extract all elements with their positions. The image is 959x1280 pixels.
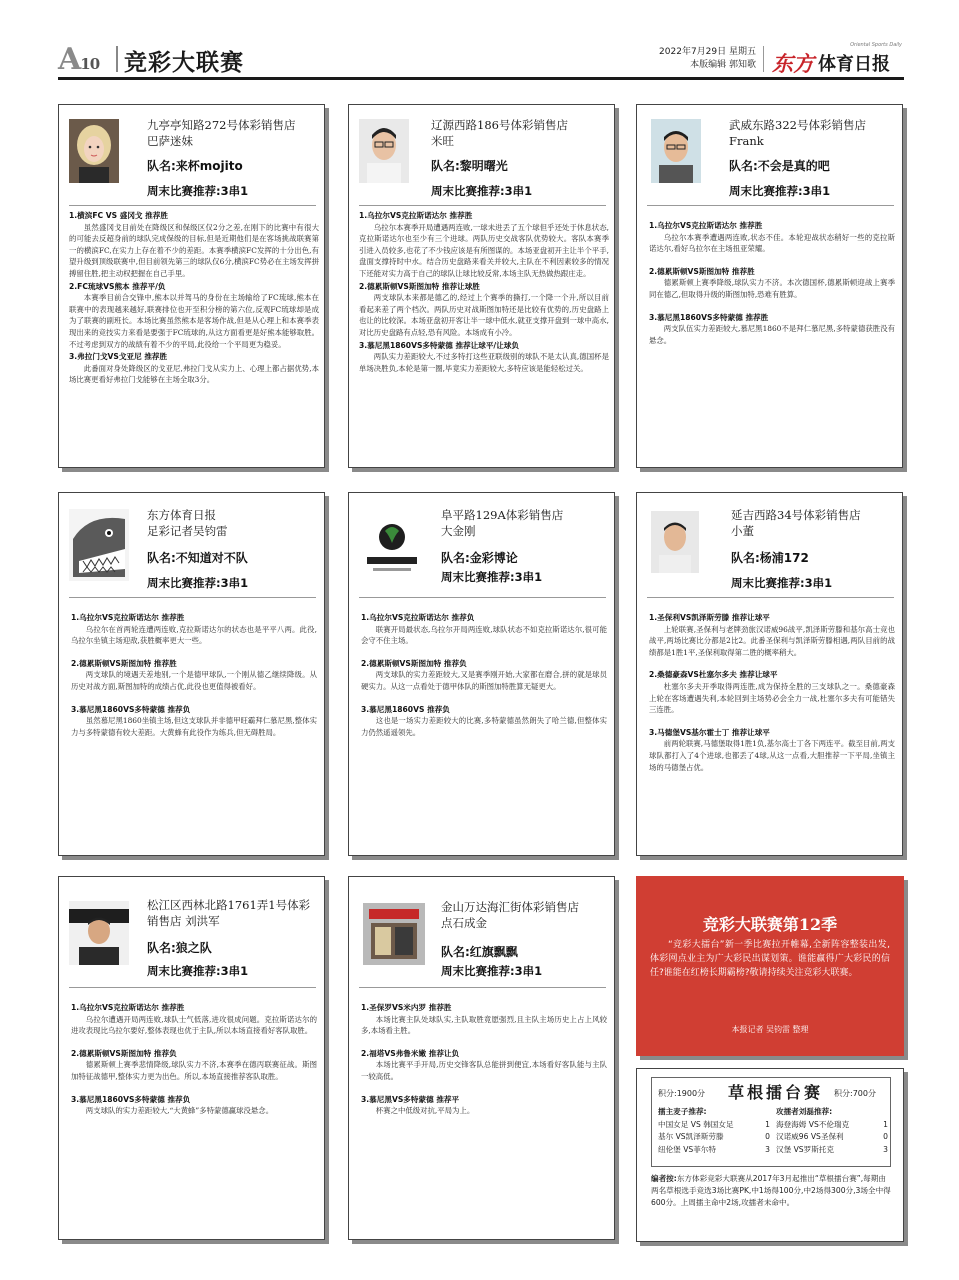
match-pick-2: 2.德累斯顿VS斯图加特 推荐胜	[649, 266, 755, 276]
board-title: 草根擂台赛	[728, 1083, 824, 1102]
match-pick-2: 2.德累斯顿VS斯图加特 推荐胜	[71, 658, 177, 668]
match-pick-3: 3.慕尼黑1860VS多特蒙德 推荐让球平/让球负	[359, 340, 519, 350]
team-name: 队名:狼之队	[147, 941, 212, 955]
match-pick-1: 1.圣保罗VS米内罗 推荐胜	[361, 1003, 452, 1012]
match-analysis-1: 上轮联赛,圣保利与老牌劲旅汉诺威96战平,凯泽斯劳滕和基尔高士竞也战平,两场比赛比分都是2比2。此番圣保利与凯泽斯劳滕相遇,两队目前的战绩都是1胜1平,圣保利取得第二胜的概率稍大。	[649, 624, 895, 657]
card-divider	[647, 597, 894, 598]
analysis-text	[361, 611, 607, 738]
woman-avatar	[69, 119, 119, 183]
weekend-recommendation: 周末比赛推荐:3串1	[147, 964, 249, 978]
weekend-recommendation: 周末比赛推荐:3串1	[441, 570, 543, 584]
recommendation-card-7	[58, 876, 325, 1240]
team-name: 队名:不会是真的吧	[729, 159, 830, 173]
shop-name: 金山万达海汇街体彩销售店 点石成金	[441, 899, 609, 931]
match-analysis-2: 本场比赛平手开局,历史交锋客队总能拼到便宜,本场看好客队能与主队一较高低。	[361, 1060, 607, 1081]
team-name: 队名:金彩博论	[441, 551, 518, 565]
weekend-recommendation: 周末比赛推荐:3串1	[441, 964, 543, 978]
match-analysis-1: 本场比赛主队处球队实,主队取胜竟愿强烈,且主队主场历史上占上风较多,本场看主胜。	[361, 1014, 607, 1036]
match-pick-3: 3.慕尼黑1860VS多特蒙德 推荐负	[71, 704, 191, 714]
editor-credit: 本版编辑 郭知歌	[690, 60, 756, 70]
card-divider	[69, 987, 316, 988]
champion-score: 积分:1900分	[658, 1089, 706, 1098]
champion-pick-row: 纽伦堡 VS菲尔特 3	[658, 1144, 770, 1154]
match-analysis-3: 此番面对身处降级区的戈亚尼,弗拉门戈从实力上、心理上都占据优势,本场比赛更看好弗拉门戈能够在主场全取3分。	[69, 363, 319, 385]
masthead-divider	[116, 46, 118, 72]
storefront-photo	[363, 903, 425, 965]
match-pick-1: 1.圣保利VS凯泽斯劳滕 推荐让球平	[649, 613, 770, 622]
match-analysis-2: 两支球队的境遇天差地别,一个是德甲球队,一个刚从德乙继续降级。从历史对战方面,斯图加特的成绩占优,此役也更值得被看好。	[71, 670, 317, 691]
champion-pick-row: 中国女足 VS 韩国女足 1	[658, 1119, 770, 1129]
champion-pick-row: 基尔 VS凯泽斯劳滕 0	[658, 1132, 770, 1141]
match-pick-1: 1.乌拉尔VS克拉斯诺达尔 推荐胜	[649, 221, 763, 230]
issue-date: 2022年7月29日 星期五	[659, 47, 756, 57]
recommendation-card-4	[58, 492, 325, 856]
match-analysis-1: 乌拉尔本赛季开局遭遇两连败,一球未进丢了五个球但乎还处于休息状态,克拉斯诺达尔也至少有三个进球。两队历史交战客队优势较大。客队本赛季引进入员较多,也花了不少钱应该是有所图谋的。本场亚盘初开主让半个平手,盘面支撑持时中水。结合历史盘路来看关并较大,主队在不利因素较多的情况下还能对实力高于自己的球队让球比较反常,本场主队无热做热跟庄走。	[359, 222, 609, 278]
match-pick-2: 2.德累斯顿VS斯图加特 推荐负	[71, 1048, 177, 1058]
owner-name: Frank	[729, 134, 764, 148]
match-analysis-2: 两支球队的实力差距较大,又是赛季刚开始,大家都在磨合,拼的就是球员硬实力。从这一点看处于德甲体队的斯图加特胜算无疑更大。	[361, 670, 607, 691]
match-pick-1: 1.乌拉尔VS克拉斯诺达尔 推荐胜	[71, 1003, 185, 1012]
match-pick-3: 3.慕尼黑1860VS 推荐负	[361, 704, 450, 714]
match-analysis-2: 杜塞尔多夫开季取得两连胜,成为保持全胜的三支球队之一。桑德豪森上轮在客场遭遇失利,本轮回到主场势必会全力一战,杜塞尔多夫有可能错失三连胜。	[649, 681, 895, 715]
man-avatar	[651, 119, 701, 183]
champion-heading: 擂主麦子推荐:	[658, 1107, 707, 1116]
weekend-recommendation: 周末比赛推荐:3串1	[729, 184, 831, 198]
match-pick-2: 2.德累斯顿VS斯图加特 推荐让球胜	[359, 281, 480, 291]
challenger-pick-row: 海登海姆 VS不伦瑞克 1	[776, 1119, 888, 1129]
match-analysis-1: 乌拉尔本赛季遭遇两连败,状态不佳。本轮迎战状态稍好一些的克拉斯诺达尔,看好乌拉尔在主场扭亚荣耀。	[649, 232, 895, 254]
match-analysis-3: 杯赛之中低级对抗,平局为上。	[375, 1106, 475, 1116]
shop-name: 阜平路129A体彩销售店 大金刚	[441, 507, 607, 539]
weekend-recommendation: 周末比赛推荐:3串1	[431, 184, 533, 198]
recommendation-card-5	[348, 492, 615, 856]
match-pick-1: 1.横滨FC VS 盛冈戈 推荐胜	[69, 211, 168, 220]
grassroots-challenge-board	[636, 1068, 904, 1242]
card-divider	[359, 205, 606, 206]
recommendation-card-6	[636, 492, 903, 856]
masthead-divider-2	[763, 46, 764, 72]
analysis-text	[69, 209, 319, 386]
match-pick-3: 3.慕尼黑1860VS多特蒙德 推荐胜	[649, 312, 769, 322]
match-analysis-2: 两支球队本来都是德乙的,经过上个赛季的撕打,一个降一个升,所以目前看起来差了两个档次。两队历史对战斯图加特还是比较有优势的,历史盘路上也让的比较深。本场亚盘初开客让半一球中低水,就亚支撑开盘到一球中高水,对比历史盘路有点轻,恐有风险。本场成有小冷。	[359, 293, 609, 337]
boy-avatar	[651, 511, 699, 573]
analysis-text	[359, 209, 609, 374]
recommendation-card-3	[636, 104, 903, 468]
match-pick-1: 1.乌拉尔VS克拉斯诺达尔 推荐负	[361, 613, 475, 622]
newspaper-logo: Oriental Sports Daily 东方 体育日报	[772, 42, 902, 76]
match-pick-2: 2.德累斯顿VS斯图加特 推荐负	[361, 658, 467, 668]
match-pick-1: 1.乌拉尔VS克拉斯诺达尔 推荐胜	[359, 211, 473, 220]
card-divider	[69, 597, 316, 598]
match-analysis-1: 虽然盛冈戈目前处在降级区和保级区仅2分之差,在刚下的比赛中有很大的可能去反超身前的球队完成保级的目标,但是近期他们是在客场挑战联赛第一的横滨FC,在实力上存在着不少的差距。本赛季横滨FC发挥的十分出色,有望升级到顶级联赛中,但目前领先第三的球队仅6分,横滨FC势必在主场发挥拼搏留住胜,把主动权把握在自己手里。	[69, 222, 319, 278]
promo-body: “竞彩大擂台”新一季比赛拉开帷幕,全新阵容整装出发,体彩网点业主为广大彩民出谋划策。谁能赢得广大彩民的信任?谁能在红榜长期霸榜?敬请持续关注竞彩大联赛。	[650, 940, 890, 978]
weekend-recommendation: 周末比赛推荐:3串1	[147, 576, 249, 590]
recommendation-card-8	[348, 876, 615, 1240]
owner-name: 足彩记者吴钧雷	[147, 524, 228, 538]
team-name: 队名:杨浦172	[731, 551, 809, 565]
page-number: A10	[58, 42, 100, 77]
weekend-recommendation: 周末比赛推荐:3串1	[731, 576, 833, 590]
shop-name: 东方体育日报 足彩记者吴钧雷	[147, 507, 317, 539]
match-pick-3: 3.慕尼黑1860VS多特蒙德 推荐负	[71, 1094, 191, 1104]
owner-name: 点石成金	[441, 916, 487, 930]
challenge-table	[651, 1077, 891, 1167]
dateline	[659, 46, 756, 72]
team-name: 队名:红旗飘飘	[441, 945, 518, 959]
owner-name: 巴萨迷妹	[147, 134, 193, 148]
match-analysis-1: 乌拉尔在首两轮连遭两连败,克拉斯诺达尔的状态也是平平八两。此役,乌拉尔坐镇主场迎敌,获胜概率更大一些。	[71, 624, 317, 646]
shop-name: 九亭亭知路272号体彩销售店 巴萨迷妹	[147, 117, 317, 149]
match-analysis-1: 乌拉尔遭遇开局两连败,球队士气低落,进攻很成问题。克拉斯诺达尔的进攻表现比乌拉尔要好,整体表现也优于主队,所以本场直接看好客队取胜。	[71, 1014, 317, 1036]
match-analysis-1: 联赛开局最状态,乌拉尔开局两连败,球队状态不如克拉斯诺达尔,很可能会守不住主场。	[361, 624, 607, 646]
promo-title: 竞彩大联赛第12季	[702, 915, 838, 934]
owner-name: 米旺	[431, 134, 454, 148]
promo-credit: 本报记者 吴钧雷 整理	[731, 1025, 809, 1034]
challenger-score: 积分:700分	[834, 1089, 876, 1098]
section-title: 竞彩大联赛	[124, 49, 244, 76]
match-pick-3: 3.马德堡VS基尔霍士丁 推荐让球平	[649, 727, 770, 737]
analysis-text	[71, 1001, 317, 1117]
season-promo-box	[636, 876, 904, 1056]
team-name: 队名:黎明曙光	[431, 159, 508, 173]
shop-name: 延吉西路34号体彩销售店 小董	[731, 507, 897, 539]
card-divider	[69, 205, 316, 206]
challenger-picks	[776, 1106, 888, 1156]
shop-name: 松江区西林北路1761弄1号体彩销售店 刘洪军	[147, 898, 311, 928]
card-divider	[647, 205, 894, 206]
match-analysis-2: 德累斯顿上赛季悲情降级,球队实力不济,本赛季在德丙联赛征战。斯图加特征战德甲,整体实力更为出色。所以,本场直接推荐客队取胜。	[71, 1060, 317, 1081]
champion-picks	[658, 1106, 770, 1156]
match-analysis-3: 这也是一场实力差距较大的比赛,多特蒙德虽然朗失了哈兰德,但整体实力仍然遥遥领先。	[361, 716, 607, 737]
owner-name: 大金刚	[441, 524, 476, 538]
shop-name: 辽源西路186号体彩销售店 米旺	[431, 117, 607, 149]
masthead	[58, 40, 904, 80]
weekend-recommendation: 周末比赛推荐:3串1	[147, 184, 249, 198]
match-analysis-3: 两队实力差距较大,不过多特打这些亚联级别的球队不是太认真,德国杯是单场决胜负,本轮是第一圈,毕竟实力差距较大,多特应该是能轻松过关。	[359, 352, 609, 373]
team-name: 队名:不知道对不队	[147, 551, 248, 565]
match-analysis-3: 两支队伍实力差距较大,慕尼黑1860不是拜仁慕尼黑,多特蒙德获胜没有悬念。	[649, 324, 895, 345]
analysis-text	[649, 611, 895, 773]
challenger-pick-row: 汉堡 VS罗斯托克 3	[776, 1144, 888, 1154]
recommendation-card-2	[348, 104, 615, 468]
match-pick-3: 3.慕尼黑VS多特蒙德 推荐平	[361, 1094, 460, 1104]
match-pick-1: 1.乌拉尔VS克拉斯诺达尔 推荐胜	[71, 613, 185, 622]
analysis-text	[71, 611, 317, 738]
match-analysis-2: 德累斯顿上赛季降级,球队实力不济。本次德国杯,德累斯顿迎战上赛季同在德乙,但取得升级的斯图加特,恐难有胜算。	[649, 278, 895, 299]
man-glasses-avatar	[359, 119, 409, 183]
match-pick-3: 3.弗拉门戈VS戈亚尼 推荐胜	[69, 352, 168, 362]
match-analysis-2: 本赛季目前合交锋中,熊本以并驾马的身份在主场输给了FC琉球,熊本在联赛中的表现越来越好,联赛排位也开至积分榜的第六位,反观FC琉球却是成为了联赛的副班长。本场比赛虽然熊本是客场作战,但是从心理上和本赛季表现出来的竞技实力来看是要强于FC琉球的,从这方面看更是好熊本能够取胜。不过考虑到双方的战绩有着不少的平局,此役给一个平局更为稳妥。	[69, 293, 319, 349]
match-analysis-3: 两支球队的实力差距较大,“大黄蜂”多特蒙德赢球没悬念。	[85, 1106, 274, 1116]
card-divider	[359, 597, 606, 598]
match-pick-2: 2.桑德豪森VS杜塞尔多夫 推荐让球平	[649, 670, 778, 680]
team-name: 队名:来杯mojito	[147, 159, 243, 173]
match-pick-2: 2.FC琉球VS熊本 推荐平/负	[69, 281, 166, 291]
man-banner-avatar	[69, 901, 129, 965]
card-divider	[359, 987, 606, 988]
challenger-heading: 攻擂者刘磊推荐:	[776, 1107, 833, 1116]
match-analysis-3: 前两轮联赛,马德堡取得1胜1负,基尔高士丁各下两连平。截至目前,两支球队都打入了4个进球,也都丢了4球,从这一点看,大胆推荐一下平局,坐镇主场的马德堡占优。	[649, 739, 895, 772]
challenger-pick-row: 汉诺威96 VS圣保利 0	[776, 1132, 888, 1141]
analysis-text	[361, 1001, 607, 1117]
editor-note: 编者按:东方体彩竞彩大联赛从2017年3月起推出“草根擂台赛”,每期由两名草根选手竞选3场比赛PK,中1场得100分,中2场得300分,3场全中得600分。上周擂主命中2场,攻擂者未命中。	[651, 1174, 891, 1207]
logo-avatar	[363, 513, 421, 577]
match-pick-2: 2.福塔VS弗鲁米嫩 推荐让负	[361, 1048, 460, 1058]
match-analysis-3: 虽然慕尼黑1860坐镇主场,但这支球队并非德甲旺霸拜仁慕尼黑,整体实力与多特蒙德有较大差距。大黄蜂有此役作为练兵,但无碍胜局。	[71, 716, 317, 737]
shark-avatar	[69, 509, 129, 581]
shop-name: 武威东路322号体彩销售店 Frank	[729, 117, 895, 149]
recommendation-card-1	[58, 104, 325, 468]
owner-name: 小董	[731, 524, 754, 538]
analysis-text	[649, 219, 895, 346]
